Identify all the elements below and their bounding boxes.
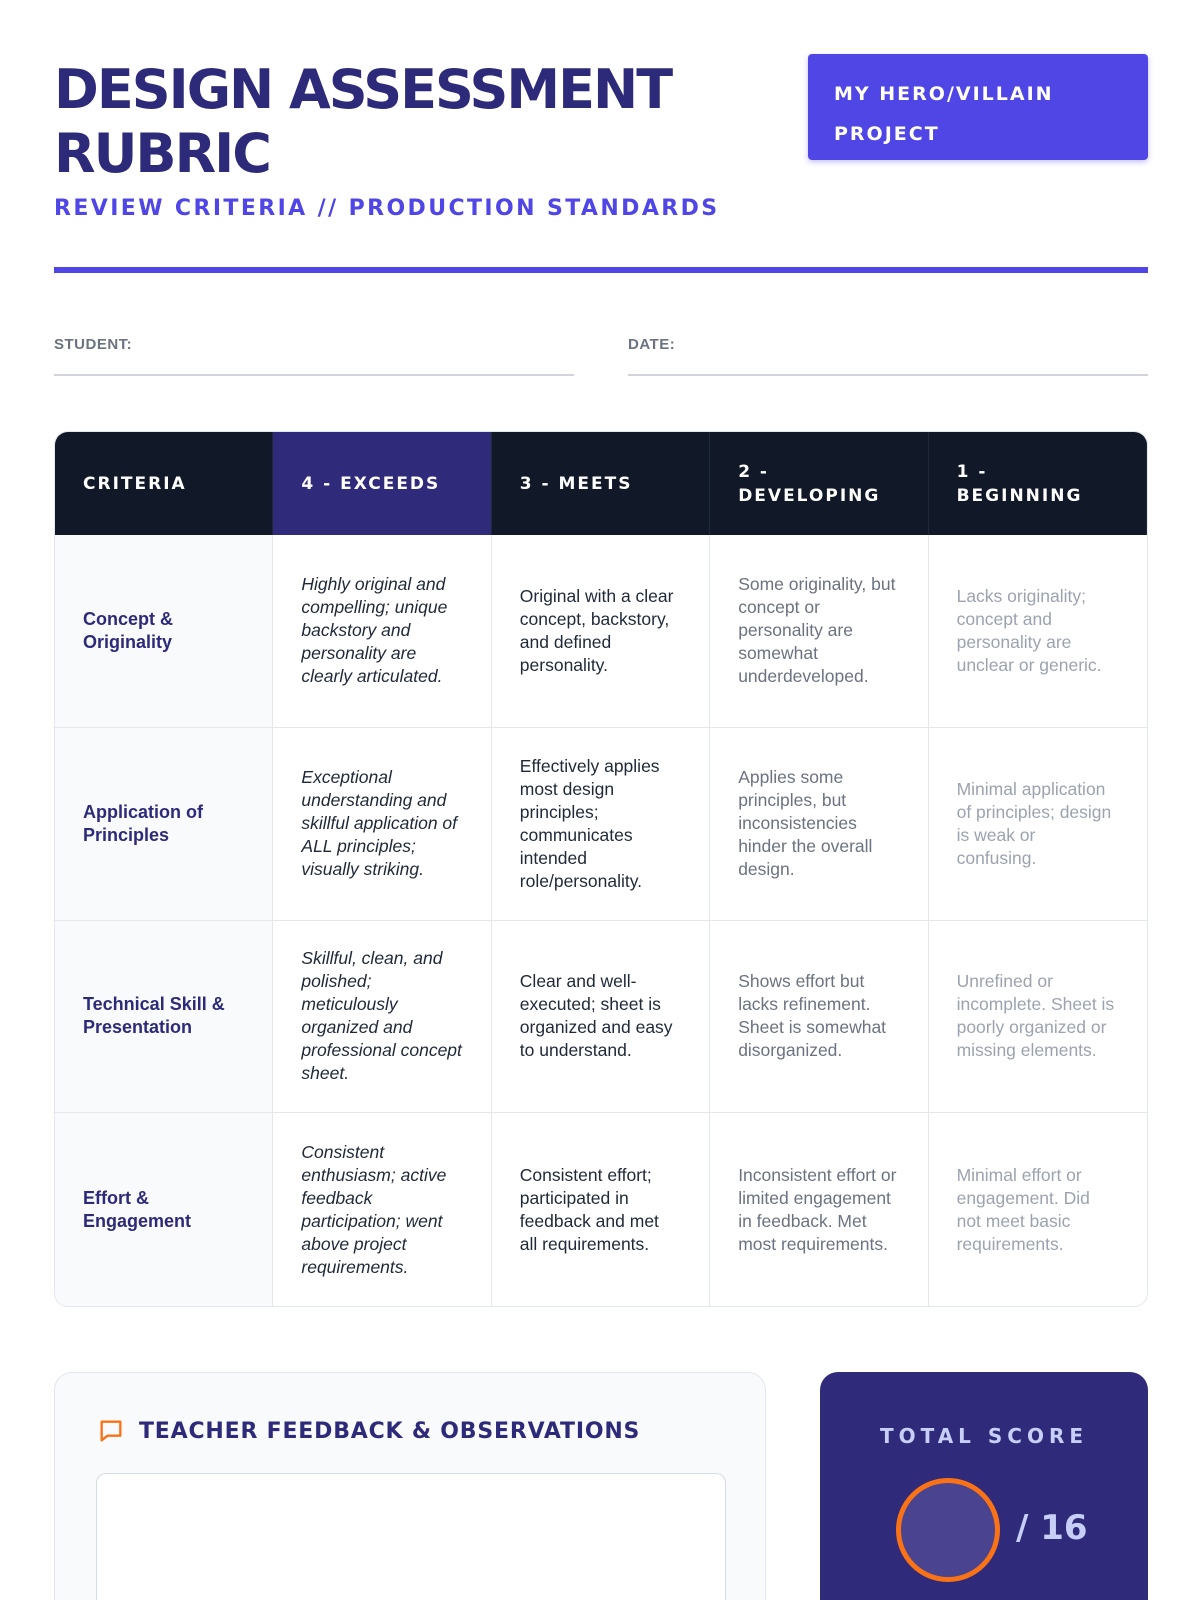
- header-criteria: CRITERIA: [55, 432, 273, 535]
- date-label: DATE:: [628, 336, 676, 353]
- developing-cell[interactable]: Applies some principles, but inconsistencies hinder the overall design.: [710, 728, 928, 921]
- header-meets: 3 - MEETS: [492, 432, 710, 535]
- beginning-cell[interactable]: Minimal application of principles; design is weak or confusing.: [929, 728, 1147, 921]
- meets-cell[interactable]: Effectively applies most design principles; communicates intended role/personality.: [492, 728, 710, 921]
- developing-cell[interactable]: Inconsistent effort or limited engagement in feedback. Met most requirements.: [710, 1113, 928, 1306]
- criterion-cell: Technical Skill & Presentation: [55, 921, 273, 1114]
- page-subtitle: REVIEW CRITERIA // PRODUCTION STANDARDS: [54, 196, 720, 221]
- feedback-title: TEACHER FEEDBACK & OBSERVATIONS: [139, 1418, 641, 1444]
- header-beginning: 1 - BEGINNING: [929, 432, 1147, 535]
- meets-cell[interactable]: Consistent effort; participated in feedback and met all requirements.: [492, 1113, 710, 1306]
- total-score-card: [820, 1372, 1148, 1600]
- student-field[interactable]: [54, 336, 574, 376]
- total-score-label: TOTAL SCORE: [879, 1424, 1089, 1448]
- student-label: STUDENT:: [54, 336, 133, 353]
- header-divider: [54, 267, 1148, 273]
- rubric-page: [54, 0, 1148, 1600]
- feedback-header: [97, 1417, 640, 1445]
- developing-cell[interactable]: Shows effort but lacks refinement. Sheet is somewhat disorganized.: [710, 921, 928, 1114]
- beginning-cell[interactable]: Lacks originality; concept and personality are unclear or generic.: [929, 535, 1147, 728]
- project-badge: MY HERO/VILLAIN PROJECT: [808, 54, 1148, 160]
- exceeds-cell[interactable]: Skillful, clean, and polished; meticulously organized and professional concept sheet.: [273, 921, 491, 1114]
- header-exceeds: 4 - EXCEEDS: [273, 432, 491, 535]
- developing-cell[interactable]: Some originality, but concept or personality are somewhat underdeveloped.: [710, 535, 928, 728]
- criterion-cell: Application of Principles: [55, 728, 273, 921]
- meets-cell[interactable]: Clear and well-executed; sheet is organized and easy to understand.: [492, 921, 710, 1114]
- rubric-table: [54, 431, 1148, 1307]
- feedback-textarea[interactable]: [96, 1473, 726, 1600]
- exceeds-cell[interactable]: Consistent enthusiasm; active feedback participation; went above project requirements.: [273, 1113, 491, 1306]
- exceeds-cell[interactable]: Highly original and compelling; unique backstory and personality are clearly articulated.: [273, 535, 491, 728]
- criterion-cell: Effort & Engagement: [55, 1113, 273, 1306]
- score-max: / 16: [1016, 1508, 1088, 1548]
- chat-bubble-icon: [97, 1417, 125, 1445]
- feedback-panel: [54, 1372, 766, 1600]
- page-title: DESIGN ASSESSMENT RUBRIC: [54, 58, 672, 185]
- date-field[interactable]: [628, 336, 1148, 376]
- criterion-cell: Concept & Originality: [55, 535, 273, 728]
- meets-cell[interactable]: Original with a clear concept, backstory, and defined personality.: [492, 535, 710, 728]
- header-developing: 2 - DEVELOPING: [710, 432, 928, 535]
- beginning-cell[interactable]: Minimal effort or engagement. Did not meet basic requirements.: [929, 1113, 1147, 1306]
- beginning-cell[interactable]: Unrefined or incomplete. Sheet is poorly organized or missing elements.: [929, 921, 1147, 1114]
- score-input-circle[interactable]: [896, 1478, 1000, 1582]
- exceeds-cell[interactable]: Exceptional understanding and skillful application of ALL principles; visually striking.: [273, 728, 491, 921]
